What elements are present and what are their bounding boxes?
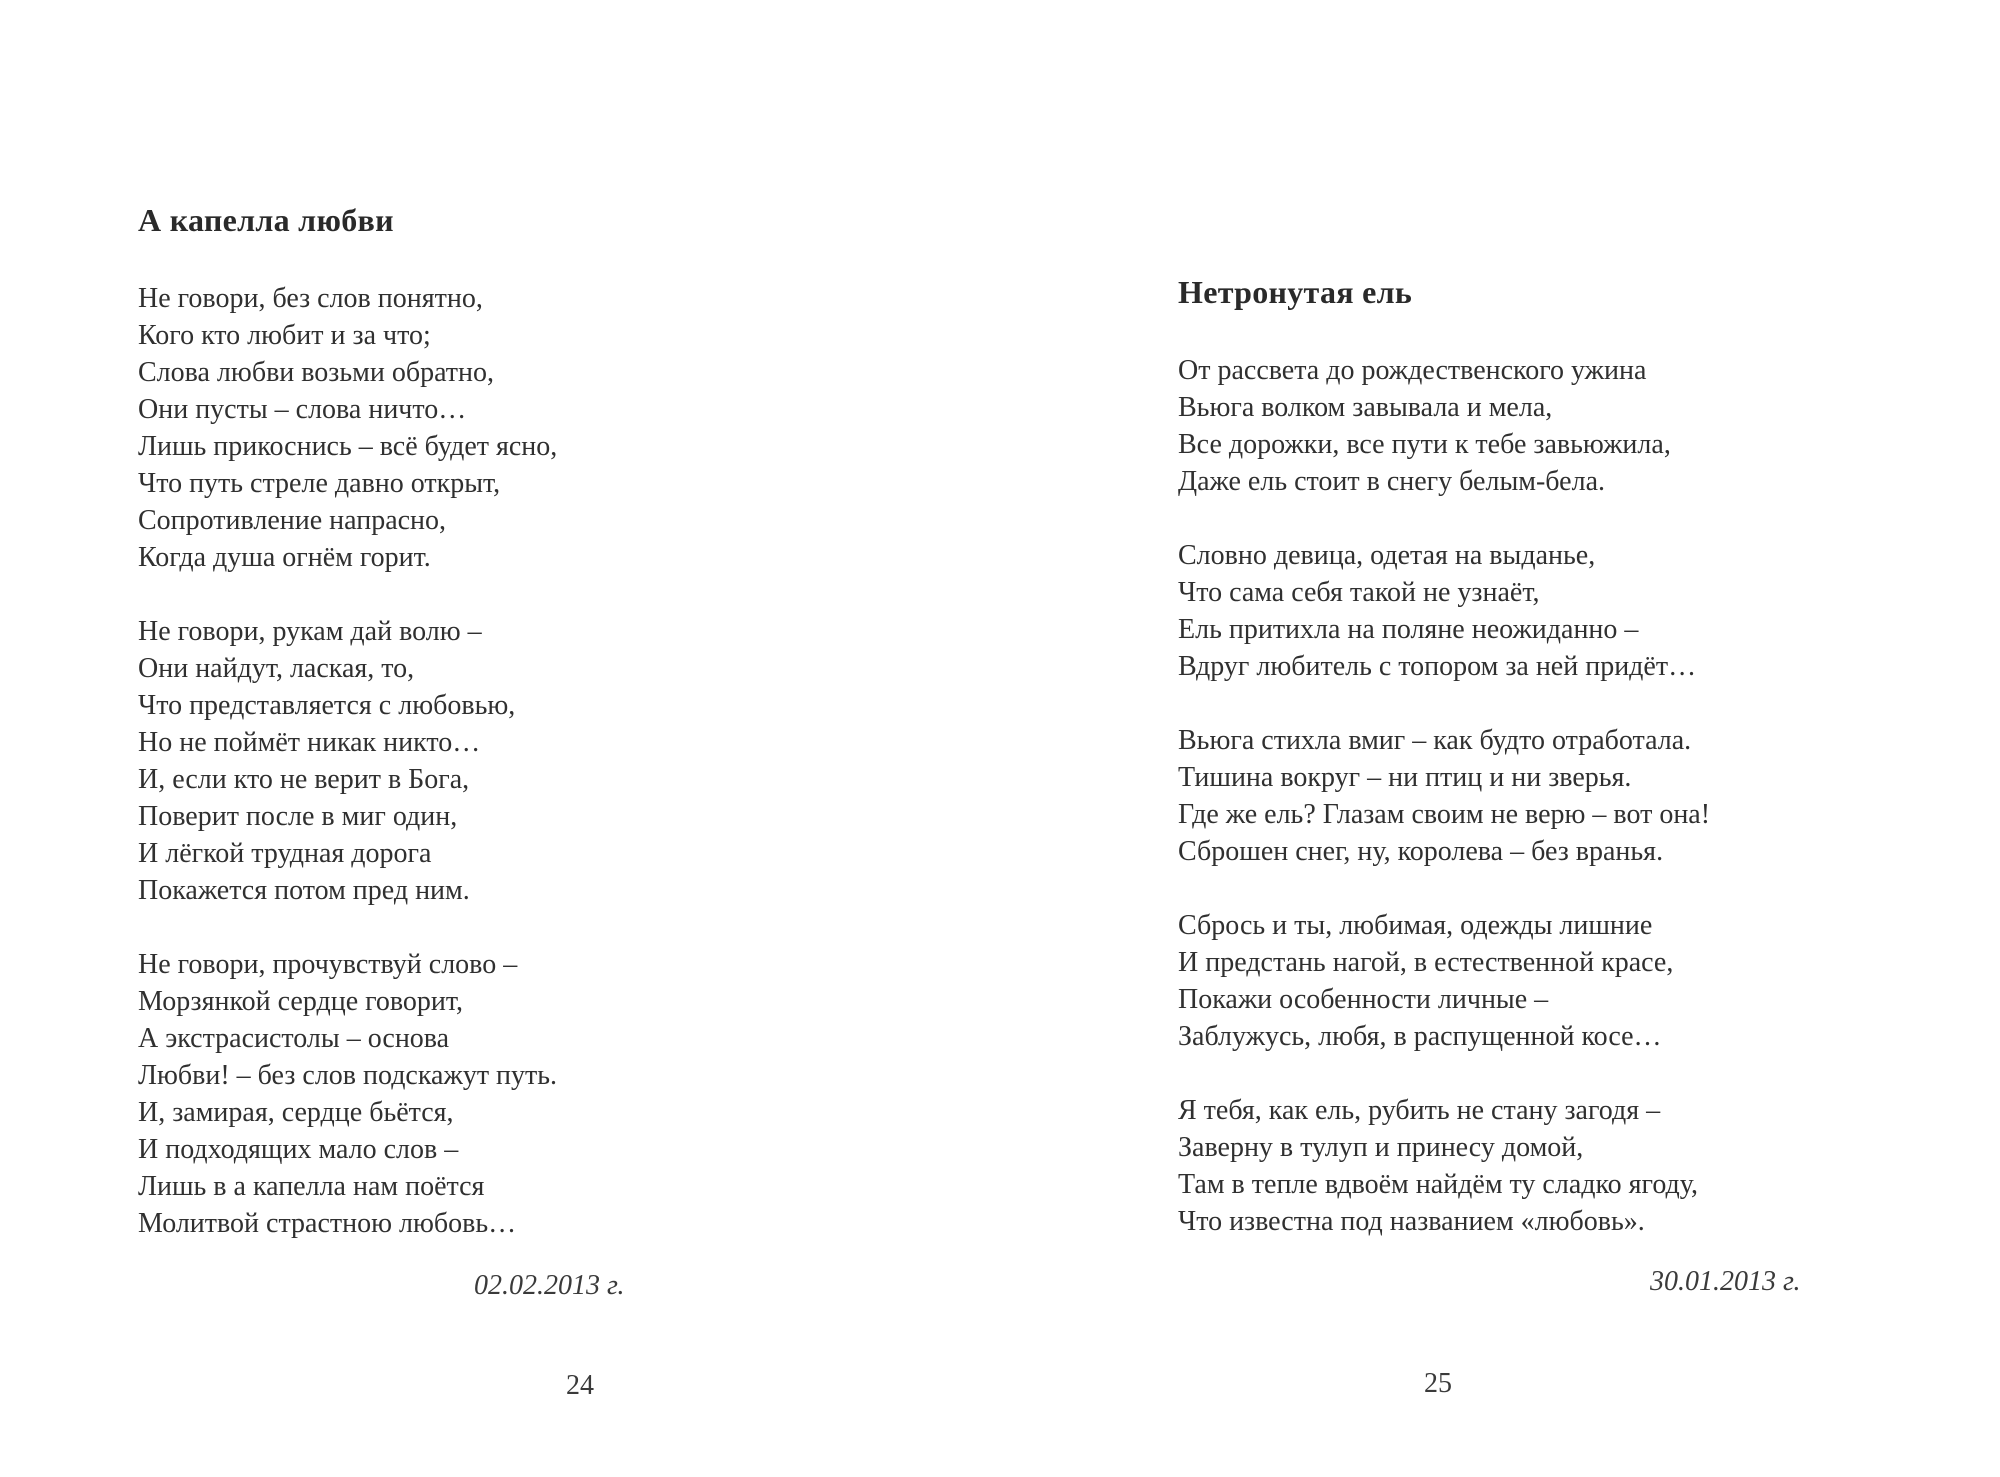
poem-line: Все дорожки, все пути к тебе завьюжила, [1178, 429, 1671, 460]
poem-line: Вдруг любитель с топором за ней придёт… [1178, 651, 1697, 682]
poem-line: Что путь стреле давно открыт, [138, 468, 501, 499]
poem-line: Не говори, рукам дай волю – [138, 616, 482, 647]
poem-line: Слова любви возьми обратно, [138, 357, 495, 388]
poem-line: И лёгкой трудная дорога [138, 838, 432, 869]
poem-line: Они найдут, лаская, то, [138, 653, 415, 684]
page-number: 24 [566, 1370, 594, 1401]
poem-line: Они пусты – слова ничто… [138, 394, 467, 425]
poem-line: Ель притихла на поляне неожиданно – [1178, 614, 1639, 645]
poem-line: Я тебя, как ель, рубить не стану загодя – [1178, 1095, 1661, 1126]
poem-line: И подходящих мало слов – [138, 1134, 459, 1165]
poem-line: Любви! – без слов подскажут путь. [138, 1060, 558, 1091]
stanza [138, 613, 838, 909]
poem-line: Молитвой страстною любовь… [138, 1208, 517, 1239]
poem-line: Даже ель стоит в снегу белым-бела. [1178, 466, 1605, 497]
stanza [1178, 907, 1898, 1055]
poem-netronutaya-el [1178, 272, 1898, 1277]
poem-line: Заверну в тулуп и принесу домой, [1178, 1132, 1584, 1163]
stanza [1178, 722, 1898, 870]
poem-line: Покажи особенности личные – [1178, 984, 1549, 1015]
poem-line: Вьюга волком завывала и мела, [1178, 392, 1553, 423]
poem-line: От рассвета до рождественского ужина [1178, 355, 1647, 386]
stanza [1178, 352, 1898, 500]
poem-line: Заблужусь, любя, в распущенной косе… [1178, 1021, 1662, 1052]
poem-line: И, замирая, сердце бьётся, [138, 1097, 454, 1128]
poem-line: Тишина вокруг – ни птиц и ни зверья. [1178, 762, 1632, 793]
poem-line: Морзянкой сердце говорит, [138, 986, 464, 1017]
poem-line: Словно девица, одетая на выданье, [1178, 540, 1596, 571]
stanza [138, 946, 838, 1242]
poem-line: Где же ель? Глазам своим не верю – вот она! [1178, 799, 1711, 830]
poem-a-kapella [138, 200, 838, 1279]
poem-line: Что известна под названием «любовь». [1178, 1206, 1645, 1237]
poem-line: Сопротивление напрасно, [138, 505, 447, 536]
poem-line: Не говори, без слов понятно, [138, 283, 483, 314]
poem-title: А капелла любви [138, 202, 394, 238]
page-number: 25 [1424, 1368, 1452, 1399]
poem-line: А экстрасистолы – основа [138, 1023, 450, 1054]
poem-line: Лишь в а капелла нам поётся [138, 1171, 485, 1202]
poem-line: Сброшен снег, ну, королева – без вранья. [1178, 836, 1664, 867]
poem-date: 30.01.2013 г. [1650, 1266, 1801, 1297]
poem-line: Но не поймёт никак никто… [138, 727, 481, 758]
poem-line: Покажется потом пред ним. [138, 875, 470, 906]
poem-line: Кого кто любит и за что; [138, 320, 431, 351]
poem-line: Вьюга стихла вмиг – как будто отработала. [1178, 725, 1692, 756]
poem-line: Сбрось и ты, любимая, одежды лишние [1178, 910, 1653, 941]
stanza [1178, 537, 1898, 685]
poem-line: Поверит после в миг один, [138, 801, 458, 832]
poem-line: И, если кто не верит в Бога, [138, 764, 470, 795]
right-page [1000, 0, 2000, 1477]
poem-line: Лишь прикоснись – всё будет ясно, [138, 431, 558, 462]
poem-date: 02.02.2013 г. [474, 1270, 625, 1301]
stanza [138, 280, 838, 576]
poem-line: Что представляется с любовью, [138, 690, 516, 721]
poem-line: Когда душа огнём горит. [138, 542, 431, 573]
poem-line: Там в тепле вдвоём найдём ту сладко ягоду, [1178, 1169, 1698, 1200]
poem-line: Что сама себя такой не узнаёт, [1178, 577, 1540, 608]
stanza [1178, 1092, 1898, 1240]
poem-title: Нетронутая ель [1178, 274, 1413, 310]
poem-line: И предстань нагой, в естественной красе, [1178, 947, 1674, 978]
poem-line: Не говори, прочувствуй слово – [138, 949, 518, 980]
